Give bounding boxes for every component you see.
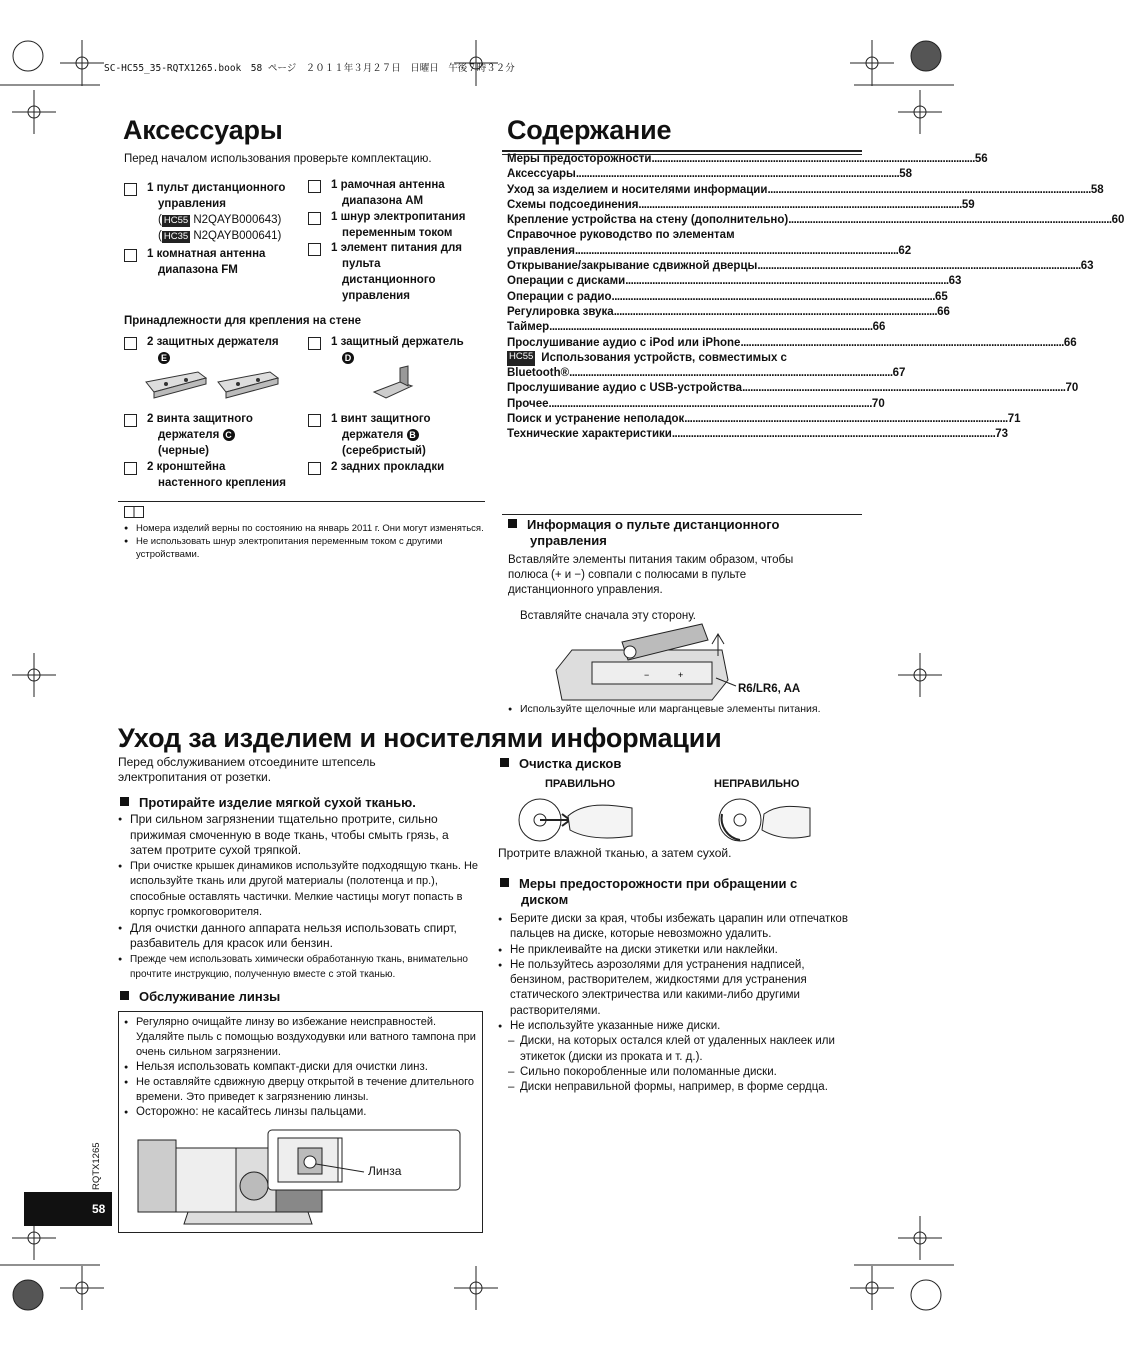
toc-entry[interactable]: Таймер ........................................................................................................................ 66 [507,320,862,335]
toc-entry[interactable]: Аксессуары ........................................................................................................................ 58 [507,167,862,182]
toc-entry[interactable]: Прослушивание аудио с USB-устройства ........................................................................................................................ 70 [507,381,862,396]
checkbox[interactable] [308,180,321,193]
holder-single-illustration [370,364,420,404]
toc-badge: HC55 [507,351,535,366]
toc-label: Уход за изделием и носителями информации [507,183,768,196]
toc-label: Меры предосторожности [507,153,652,165]
toc-label: Использования устройств, совместимых с [541,351,787,364]
toc-entry[interactable]: управления ........................................................................................................................ 62 [507,244,862,259]
toc-entry[interactable]: Схемы подсоединения ........................................................................................................................ 59 [507,198,862,213]
accessories-notes: ● Номера изделий верны по состоянию на январь 2011 г. Они могут изменяться. ● Не использовать шнур электропитания переменным током с другими устройствами. [124,522,484,561]
checkbox[interactable] [124,249,137,262]
insert-label: Вставляйте сначала эту сторону. [520,610,696,622]
toc-entry[interactable]: Открывание/закрывание сдвижной дверцы ........................................................................................................................ 63 [507,259,862,274]
divider [502,514,862,515]
wall-c1: 2 кронштейна настенного крепления [147,461,286,489]
item-battery: 1 элемент питания для пульта дистанционного управления [331,242,463,302]
checkbox[interactable] [308,212,321,225]
care-title: Уход за изделием и носителями информации [118,723,722,753]
toc-label: Прочее [507,397,549,410]
toc-page: 63 [948,275,962,288]
toc-page: 65 [934,290,948,303]
toc-page: 66 [872,321,886,334]
toc-page: 66 [937,305,950,318]
toc-page: 59 [961,198,975,211]
toc-label: Справочное руководство по элементам [507,229,735,242]
toc-entry[interactable]: Bluetooth® ........................................................................................................................ 67 [507,366,862,381]
toc-label: Bluetooth® [507,367,570,380]
holder-illustration [138,364,300,404]
mark-e: E [158,352,170,364]
checkbox[interactable] [124,183,137,196]
handling-list: ● Берите диски за края, чтобы избежать царапин или отпечатков пальцев на диске, которые невозможно удалить. ● Не приклеивайте на диски этикетки или наклейки. ● Не пользуйтесь аэрозолями для устранения надписей, бензином, растворителем, жидкостями для устранения статического электричества или какими-либо другими растворителями. ● Не используйте указанные ниже диски. – Диски, на которых остался клей от удаленных наклеек или этикеток (диски из проката и т. д.). – Сильно покоробленные или поломанные диски. – Диски неправильной формы, например, в форме сердца. [498,912,848,1096]
wall-b1: 2 винта защитного держателя C (черные) [147,413,253,457]
checkbox[interactable] [308,414,321,427]
checkbox[interactable] [308,462,321,475]
checkbox[interactable] [124,462,137,475]
toc-entry[interactable] [507,228,862,243]
lens-label: Линза [368,1164,402,1178]
toc-entry[interactable] [507,351,862,366]
toc-label: Аксессуары [507,168,576,181]
handling-title: Меры предосторожности при обращении с диском [500,876,797,908]
toc-page: 66 [1063,336,1077,349]
battery-note: ● Используйте щелочные или марганцевые элементы питания. [508,703,858,716]
toc-label: Прослушивание аудио с iPod или iPhone [507,336,741,349]
contents-list [507,152,1124,443]
toc-label: Регулировка звука [507,305,614,318]
disc-title: Очистка дисков [500,756,621,772]
checkbox[interactable] [124,337,137,350]
toc-entry[interactable]: Технические характеристики ........................................................................................................................ 73 [507,427,862,442]
toc-label: Таймер [507,321,550,334]
wipe-list: ● При сильном загрязнении тщательно протрите, сильно прижимая смоченную в воде ткань, чтобы смыть грязь, а затем протрите сухой тряпкой. ● При очистке крышек динамиков используйте подходящую ткань. Не используйте ткань или другой материалы (полотенца и пр.), способные оставлять частички. Мелкие частицы могут попасть в корпус громкоговорителя. ● Для очистки данного аппарата нельзя использовать спирт, разбавитель для красок или бензин. ● Прежде чем использовать химически обработанную ткань, внимательно прочтите инструкцию, полученную вместе с этой тканью. [118,812,482,983]
divider [118,501,485,502]
toc-label: Прослушивание аудио с USB-устройства [507,382,743,395]
item-remote: 1 пульт дистанционного управления ( HC55 N2QAYB000643) ( HC35 N2QAYB000641) [147,182,286,242]
book-icon [124,506,144,518]
contents-title: Содержание [507,115,672,145]
wall-a1: 2 защитных держателя E [147,336,279,363]
accessories-intro: Перед началом использования проверьте комплектацию. [124,153,432,165]
page-number: 58 [92,1202,106,1216]
wall-b2: 1 винт защитного держателя B (серебристый) [331,413,431,457]
toc-entry[interactable]: Регулировка звука ........................................................................................................................ 66 [507,305,862,320]
remote-info-text: Вставляйте элементы питания таким образом, чтобы полюса (+ и −) совпали с полюсами в пульте дистанционного управления. [508,554,794,596]
wall-title: Принадлежности для крепления на стене [124,315,362,327]
toc-label: Технические характеристики [507,428,672,441]
toc-label: управления [507,244,575,257]
wall-c2: 2 задних прокладки [331,461,445,473]
mark-d: D [342,352,354,364]
toc-page: 56 [974,153,988,165]
toc-label: Операции с дисками [507,275,626,288]
toc-page: 70 [871,397,885,410]
toc-page: 62 [898,244,912,257]
wall-a2: 1 защитный держатель D [331,336,464,363]
disc-caption: Протрите влажной тканью, а затем сухой. [498,846,732,860]
item-fm-antenna: 1 комнатная антенна диапазона FM [147,248,266,276]
lens-title: Обслуживание линзы [120,989,280,1005]
mark-b: B [407,429,419,441]
svg-text:−: − [644,670,650,680]
disc-right-illustration [512,796,636,844]
checkbox[interactable] [308,243,321,256]
doc-code: RQTX1265 [91,1142,102,1190]
toc-entry[interactable]: Прослушивание аудио с iPod или iPhone ........................................................................................................................ 66 [507,336,862,351]
lens-list: ● Регулярно очищайте линзу во избежание неисправностей. Удаляйте пыль с помощью воздуходувки или ватного тампона при очень сильном загрязнении. ● Нельзя использовать компакт-диски для очистки линз. ● Не оставляйте сдвижную дверцу открытой в течение длительного времени. Это приведет к загрязнению линзы. ● Осторожно: не касайтесь линзы пальцами. [124,1015,478,1120]
toc-entry[interactable]: Крепление устройства на стену (дополнительно) ........................................................................................................................ 60 [507,213,862,228]
wrong-label: НЕПРАВИЛЬНО [714,778,800,790]
toc-page: 63 [1080,260,1094,273]
item-am-antenna: 1 рамочная антенна диапазона AM [331,179,445,207]
toc-label: Операции с радио [507,290,612,303]
lens-illustration [138,1128,464,1230]
checkbox[interactable] [308,337,321,350]
toc-page: 71 [1007,413,1021,426]
badge-hc35: HC35 [163,231,189,242]
right-label: ПРАВИЛЬНО [545,778,616,790]
toc-page: 70 [1065,382,1079,395]
toc-page: 73 [995,428,1009,441]
checkbox[interactable] [124,414,137,427]
toc-entry[interactable]: Уход за изделием и носителями информации ........................................................................................................................ 58 [507,183,862,198]
battery-label: R6/LR6, AA [738,683,801,695]
svg-text:+: + [678,670,684,680]
toc-label: Крепление устройства на стену (дополнительно) [507,214,789,227]
wipe-title: Протирайте изделие мягкой сухой тканью. [120,795,416,811]
toc-label: Открывание/закрывание сдвижной дверцы [507,260,758,273]
remote-battery-illustration [552,620,732,704]
toc-entry[interactable]: Поиск и устранение неполадок ........................................................................................................................ 71 [507,412,862,427]
toc-page: 58 [1090,183,1104,196]
toc-entry[interactable]: Операции с дисками ........................................................................................................................ 63 [507,274,862,289]
toc-page: 67 [892,367,906,380]
disc-wrong-illustration [714,796,814,844]
toc-entry[interactable]: Меры предосторожности ........................................................................................................................ 56 [507,152,862,167]
accessories-title: Аксессуары [123,115,283,145]
toc-entry[interactable]: Операции с радио ........................................................................................................................ 65 [507,290,862,305]
toc-page: 60 [1111,214,1124,227]
item-power-cord: 1 шнур электропитания переменным током [331,211,466,239]
header-line: SC-HC55_35-RQTX1265.book 58 ページ ２０１１年３月２７日 日曜日 午後７時３２分 [104,63,515,74]
remote-info-title: Информация о пульте дистанционного управления [508,517,779,549]
mark-c: C [223,429,235,441]
toc-label: Поиск и устранение неполадок [507,413,685,426]
toc-label: Схемы подсоединения [507,198,639,211]
toc-page: 58 [899,168,913,181]
badge-hc55: HC55 [163,215,189,226]
toc-entry[interactable]: Прочее ........................................................................................................................ 70 [507,397,862,412]
care-intro: Перед обслуживанием отсоедините штепсель электропитания от розетки. [118,755,376,784]
